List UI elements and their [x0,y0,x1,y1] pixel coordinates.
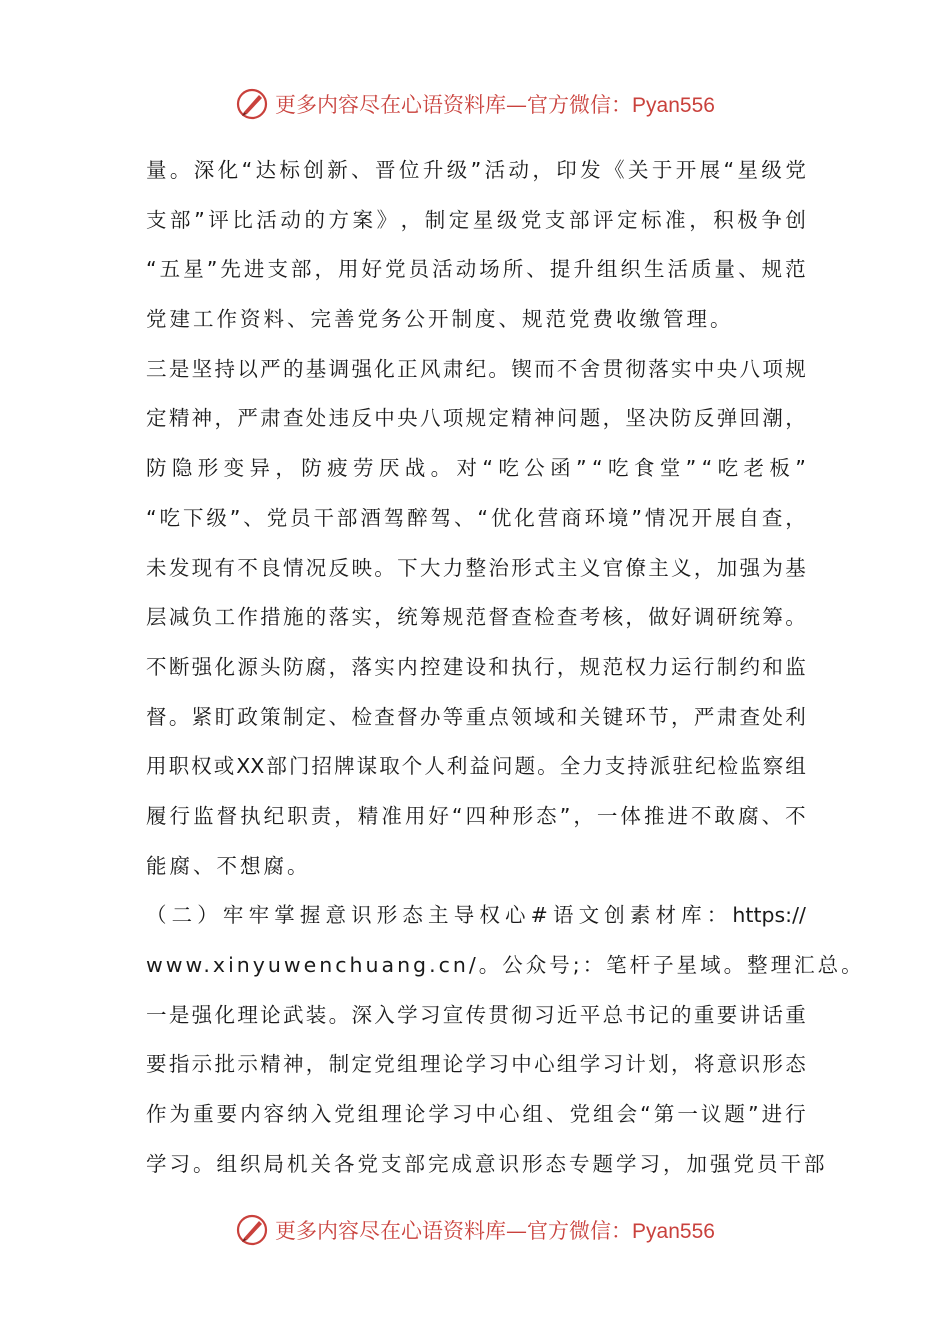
text-line: www.xinyuwenchuang.cn/。公众号;：笔杆子星域。整理汇总。 [146,953,865,977]
document-body [146,146,865,1189]
text-line: 一 是 强 化 理 论 武 装 。 深 入 学 习 宣 传 贯 彻 习 近 平 总 书 记 的 重 要 讲 话 重 [146,1002,806,1027]
watermark-site-text: 更多内容尽在心语资料库 [275,1219,507,1243]
watermark-banner-bottom [0,1208,950,1252]
text-line: 不 断 强 化 源 头 防 腐 ， 落 实 内 控 建 设 和 执 行 ， 规 范 权 力 运 行 制 约 和 监 [146,654,806,679]
watermark-wechat-label: 官方微信： [527,93,633,117]
text-line: “ 吃 下 级 ” 、 党 员 干 部 酒 驾 醉 驾 、 “ 优 化 营 商 环 境 ” 情 况 开 展 自 查 ， [146,505,806,530]
watermark-separator: — [506,93,528,117]
text-line: 履 行 监 督 执 纪 职 责 ， 精 准 用 好 “ 四 种 形 态 ” ， 一 体 推 进 不 敢 腐 、 不 [146,803,806,828]
text-line: 用 职 权 或 XX 部 门 招 牌 谋 取 个 人 利 益 问 题 。 全 力 支 持 派 驻 纪 检 监 察 组 [146,754,806,779]
text-line: 党建工作资料、完善党务公开制度、规范党费收缴管理。 [146,307,734,332]
text-line: 层 减 负 工 作 措 施 的 落 实 ， 统 筹 规 范 督 查 检 查 考 核 ， 做 好 调 研 统 筹 。 [146,605,806,630]
paragraph [146,345,806,892]
watermark-wechat-label: 官方微信： [527,1219,633,1243]
paragraph [146,991,828,1190]
watermark-wechat-id: Pyan556 [632,1220,715,1243]
text-line: 能腐、不想腐。 [146,853,311,878]
text-line: “ 五 星 ” 先 进 支 部 ， 用 好 党 员 活 动 场 所 、 提 升 组 织 生 活 质 量 、 规 范 [146,257,806,282]
pen-logo-icon [235,87,269,121]
watermark-banner-top [0,82,950,126]
text-line: 学习。组织局机关各党支部完成意识形态专题学习，加强党员干部 [146,1151,828,1176]
text-line: 量 。 深 化 “ 达 标 创 新 、 晋 位 升 级 ” 活 动 ， 印 发 《 关 于 开 展 “ 星 级 党 [146,158,806,182]
paragraph [146,891,865,990]
text-line: 支 部 ” 评 比 活 动 的 方 案 》 ， 制 定 星 级 党 支 部 评 定 标 准 ， 积 极 争 创 [146,207,806,232]
text-line: 作 为 重 要 内 容 纳 入 党 组 理 论 学 习 中 心 组 、 党 组 会 “ 第 一 议 题 ” 进 行 [146,1102,806,1127]
text-line: 定 精 神 ， 严 肃 查 处 违 反 中 央 八 项 规 定 精 神 问 题 ， 坚 决 防 反 弹 回 潮 ， [146,406,806,431]
text-line: 未 发 现 有 不 良 情 况 反 映 。 下 大 力 整 治 形 式 主 义 官 僚 主 义 ， 加 强 为 基 [146,555,806,580]
text-line: 防 隐 形 变 异 ， 防 疲 劳 厌 战 。 对 “ 吃 公 函 ” “ 吃 食 堂 ” “ 吃 老 板 ” [146,456,806,481]
watermark-site-text: 更多内容尽在心语资料库 [275,93,507,117]
watermark-separator: — [506,1219,528,1243]
watermark-wechat-id: Pyan556 [632,94,715,117]
pen-logo-icon [235,1213,269,1247]
text-line: 要 指 示 批 示 精 神 ， 制 定 党 组 理 论 学 习 中 心 组 学 习 计 划 ， 将 意 识 形 态 [146,1052,806,1077]
text-line: 督 。 紧 盯 政 策 制 定 、 检 查 督 办 等 重 点 领 域 和 关 键 环 节 ， 严 肃 查 处 利 [146,704,806,729]
text-line: （ 二 ） 牢 牢 掌 握 意 识 形 态 主 导 权 心 # 语 文 创 素 材 库 ： https:// [146,903,806,928]
paragraph [146,146,806,345]
text-line: 三 是 坚 持 以 严 的 基 调 强 化 正 风 肃 纪 。 锲 而 不 舍 贯 彻 落 实 中 央 八 项 规 [146,356,806,381]
